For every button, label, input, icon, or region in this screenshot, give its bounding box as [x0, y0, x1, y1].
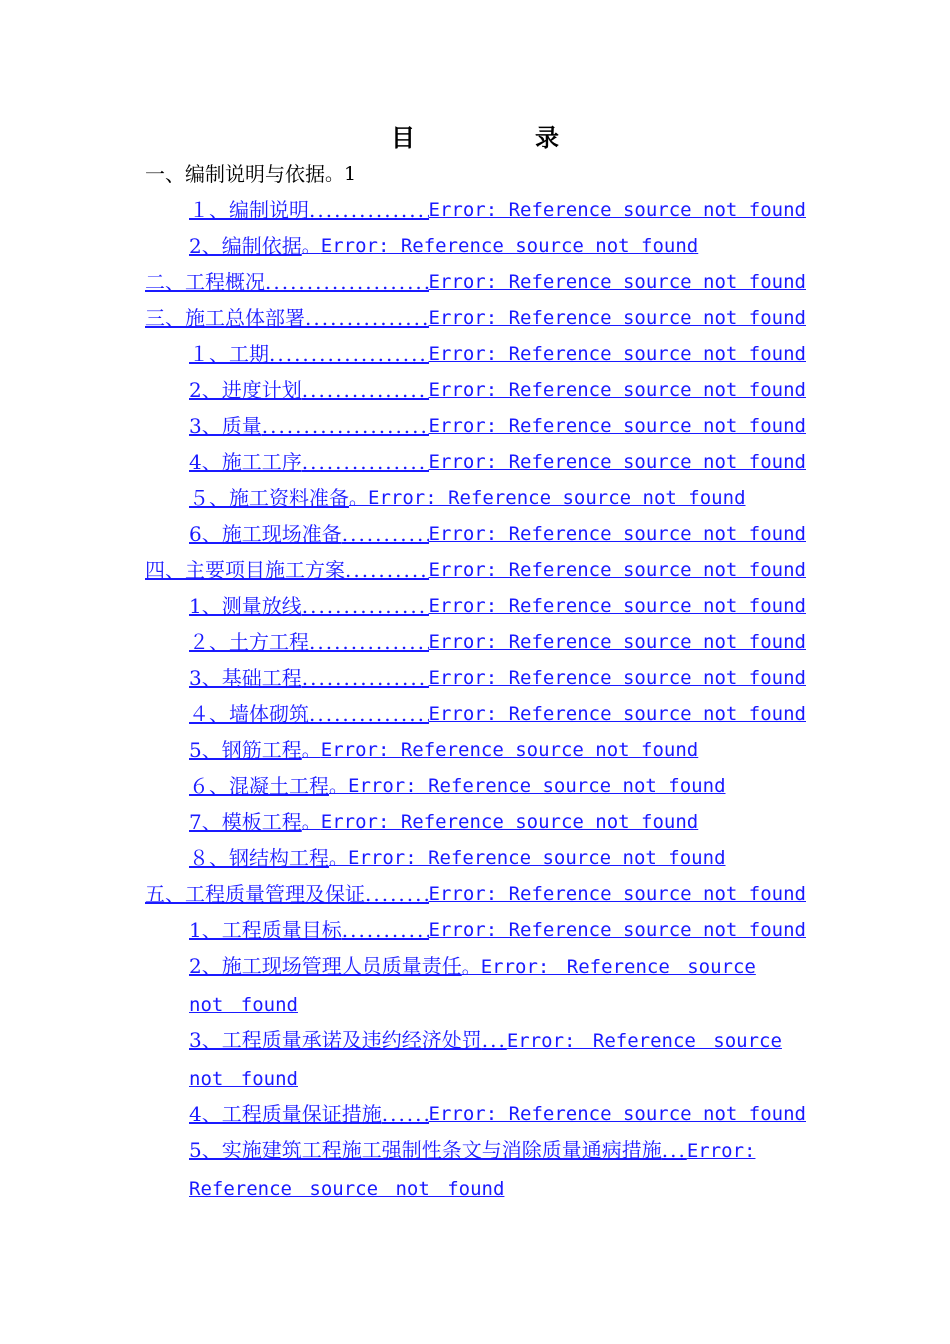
toc-entry-page-ref: 。 Error: Reference source not found [302, 804, 699, 840]
toc-entry [145, 156, 806, 192]
toc-leader-dots [365, 876, 429, 912]
toc-title: 目 录 [391, 123, 607, 152]
toc-entry-label: 5、钢筋工程 [189, 738, 302, 762]
toc-entry-label: 一、编制说明与依据 [145, 162, 325, 186]
toc-entry-label: 2、进度计划 [189, 378, 302, 402]
toc-leader-dots [482, 1028, 507, 1052]
toc-entry[interactable] [189, 804, 806, 840]
toc-leader-dots [342, 516, 429, 552]
toc-leader-dots [309, 192, 429, 228]
toc-leader-dots [269, 336, 429, 372]
toc-entry[interactable] [189, 444, 806, 480]
toc-entry[interactable] [189, 768, 806, 804]
toc-entry-label: ４、墙体砌筑 [189, 702, 309, 726]
toc-leader-dots [382, 1096, 429, 1132]
toc-leader-dots [309, 624, 429, 660]
toc-entry-page-ref: Error: Reference source not found [428, 307, 806, 329]
toc-entry-label: １、工期 [189, 342, 269, 366]
toc-entry-page-ref: 。 Error: Reference source not found [349, 480, 746, 516]
toc-entry-page-ref: Error: Reference source not found [428, 523, 806, 545]
toc-entry[interactable] [189, 336, 806, 372]
toc-entry-page-ref: 。 Error: Reference source not found [329, 768, 726, 804]
toc-entry-label: 3、质量 [189, 414, 262, 438]
toc-entry-page-ref: 。 Error: Reference source not found [302, 732, 699, 768]
toc-leader-dots [305, 300, 429, 336]
toc-entry-page-ref: 。 Error: Reference source not found [329, 840, 726, 876]
toc-leader-dots [262, 408, 429, 444]
toc-entry-label: 五、工程质量管理及保证 [145, 882, 365, 906]
toc-entry-label: 1、测量放线 [189, 594, 302, 618]
toc-entry[interactable] [189, 516, 806, 552]
toc-entry[interactable] [189, 1096, 806, 1132]
toc-leader-dots [302, 372, 429, 408]
toc-leader-dots [662, 1138, 687, 1162]
toc-entry-page-ref: Error: Reference source not found [189, 1030, 782, 1090]
toc-entry-page-ref: Error: Reference source not found [428, 1103, 806, 1125]
toc-entry-label: １、编制说明 [189, 198, 309, 222]
toc-entry-label: 5、实施建筑工程施工强制性条文与消除质量通病措施 [189, 1138, 662, 1162]
toc-entry-page-ref: Error: Reference source not found [189, 1140, 756, 1200]
toc-entry-page-ref: Error: Reference source not found [428, 631, 806, 653]
toc-entry-label: ８、钢结构工程 [189, 846, 329, 870]
toc-entry[interactable] [145, 876, 806, 912]
toc-entry[interactable] [145, 552, 806, 588]
toc-entry-page-ref: Error: Reference source not found [428, 379, 806, 401]
toc-entry[interactable] [189, 840, 806, 876]
toc-entry[interactable] [145, 300, 806, 336]
toc-entry-page-ref: Error: Reference source not found [428, 451, 806, 473]
toc-entry[interactable] [189, 660, 806, 696]
toc-entry[interactable] [145, 264, 806, 300]
toc-entry[interactable] [189, 1022, 806, 1095]
toc-leader-dots [302, 588, 429, 624]
toc-entry-page-ref: Error: Reference source not found [428, 415, 806, 437]
toc-leader-dots [309, 696, 429, 732]
toc-entry-label: 6、施工现场准备 [189, 522, 342, 546]
toc-entry[interactable] [189, 372, 806, 408]
toc-entry[interactable] [189, 588, 806, 624]
toc-entry[interactable] [189, 624, 806, 660]
toc-leader-dots [302, 444, 429, 480]
toc-entry-label: 四、主要项目施工方案 [145, 558, 345, 582]
toc-entry-label: ５、施工资料准备 [189, 486, 349, 510]
toc-entry-page-ref: Error: Reference source not found [428, 919, 806, 941]
toc-leader-dots [302, 660, 429, 696]
toc-entry-label: 3、工程质量承诺及违约经济处罚 [189, 1028, 482, 1052]
toc-entry-label: 7、模板工程 [189, 810, 302, 834]
toc-entry-page-ref: 。Error: Reference source not found [189, 956, 756, 1016]
toc-entry-page-ref: Error: Reference source not found [428, 343, 806, 365]
toc-entry-label: 1、工程质量目标 [189, 918, 342, 942]
toc-entry-page-ref: Error: Reference source not found [428, 559, 806, 581]
toc-entry-label: ６、混凝土工程 [189, 774, 329, 798]
toc-leader-dots [342, 912, 429, 948]
toc-entry-page-ref: Error: Reference source not found [428, 883, 806, 905]
toc-entry[interactable] [189, 228, 806, 264]
toc-entry-page-ref: Error: Reference source not found [428, 595, 806, 617]
toc-entry[interactable] [189, 696, 806, 732]
toc-entry-page-ref: Error: Reference source not found [428, 703, 806, 725]
toc-entry-label: ２、土方工程 [189, 630, 309, 654]
toc-entry-page-ref: 。 Error: Reference source not found [302, 228, 699, 264]
toc-entry-page-ref: Error: Reference source not found [428, 271, 806, 293]
toc-entry-label: 三、施工总体部署 [145, 306, 305, 330]
toc-entry-page-ref: 。 1 [325, 156, 356, 192]
toc-entry[interactable] [189, 1132, 806, 1205]
toc-entry[interactable] [189, 948, 806, 1021]
toc-entry-label: 二、工程概况 [145, 270, 265, 294]
toc-entry-label: 3、基础工程 [189, 666, 302, 690]
toc-entry[interactable] [189, 192, 806, 228]
toc-entry-page-ref: Error: Reference source not found [428, 667, 806, 689]
toc-entry-label: 4、施工工序 [189, 450, 302, 474]
toc-leader-dots [265, 264, 429, 300]
toc-entry[interactable] [189, 732, 806, 768]
toc-entry[interactable] [189, 480, 806, 516]
toc-entry[interactable] [189, 408, 806, 444]
toc-entry-label: 2、施工现场管理人员质量责任 [189, 954, 462, 978]
toc-entry-label: 4、工程质量保证措施 [189, 1102, 382, 1126]
toc-entry[interactable] [189, 912, 806, 948]
toc-entry-label: 2、编制依据 [189, 234, 302, 258]
toc-entry-page-ref: Error: Reference source not found [428, 199, 806, 221]
toc-leader-dots [345, 552, 429, 588]
